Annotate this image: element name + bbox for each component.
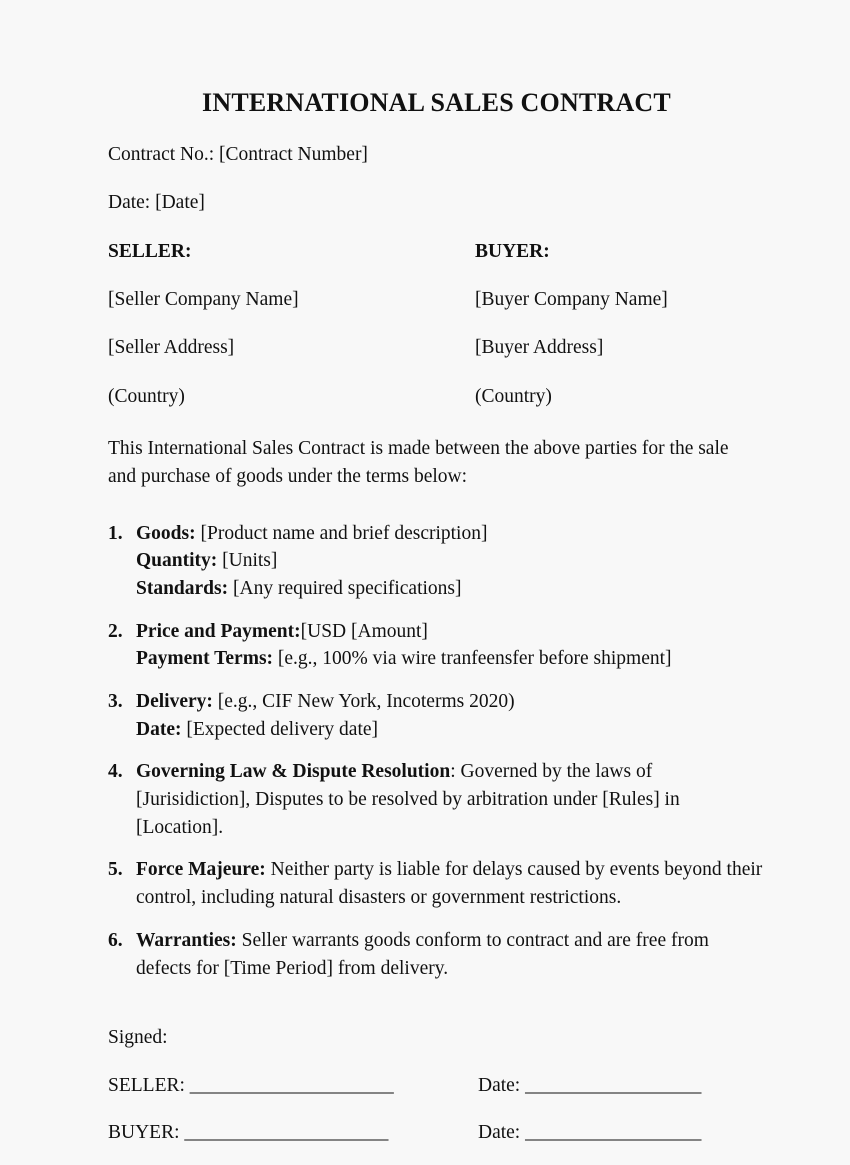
clause-item [108,912,765,982]
buyer-date-rule: ___________________ [525,1122,701,1144]
buyer-heading: BUYER: [475,240,550,262]
clause-text: [Expected delivery date] [181,718,379,740]
signature-block [108,982,765,1144]
seller-date-rule: ___________________ [525,1074,701,1096]
clause-text: [USD [Amount] [300,620,428,642]
clause-item [108,841,765,911]
seller-signature-field[interactable] [108,1074,478,1097]
seller-country: (Country) [108,385,185,407]
seller-address: [Seller Address] [108,337,235,359]
buyer-address: [Buyer Address] [475,337,604,359]
buyer-company-name: [Buyer Company Name] [475,289,668,311]
clause-line [136,859,762,908]
clause-text: [e.g., 100% via wire tranfeensfer before shipment] [273,648,672,670]
clause-item [108,505,765,603]
clause-text: [Any required specifications] [228,577,462,599]
clause-label: Quantity: [136,550,218,572]
buyer-signature-row [108,1097,765,1144]
seller-heading: SELLER: [108,240,192,262]
seller-signature-label: SELLER: [108,1074,190,1096]
clause-text: Neither party is liable for delays caused by events beyond their control, including natural disasters or government restrictions. [136,859,763,909]
clause-label: Governing Law & Dispute Resolution [136,761,451,783]
party-headings-row [108,215,765,263]
intro-paragraph: This International Sales Contract is made between the above parties for the sale and purchase of goods under the terms below: [108,438,729,487]
contract-date-line: Date: [Date] [108,192,205,214]
seller-company-name: [Seller Company Name] [108,289,299,311]
clause-number: 6. [108,929,123,951]
clause-label: Price and Payment: [136,620,301,642]
buyer-date-field[interactable] [478,1121,701,1144]
seller-signature-rule: ______________________ [189,1074,394,1096]
page-title: INTERNATIONAL SALES CONTRACT [202,88,671,117]
clause-text: [e.g., CIF New York, Incoterms 2020) [212,691,515,713]
clause-line [136,716,765,744]
clause-number: 1. [108,522,123,544]
clause-text: [Units] [217,550,278,572]
clause-label: Payment Terms: [136,648,274,670]
clause-text: [Product name and brief description] [195,522,488,544]
clause-label: Date: [136,718,182,740]
clause-number: 2. [108,620,123,642]
clause-line [136,645,765,673]
clause-label: Standards: [136,577,229,599]
party-address-row [108,311,765,359]
clause-line [136,575,765,603]
clause-item [108,743,765,841]
clause-line [136,688,765,716]
clause-number: 3. [108,691,123,713]
clause-label: Force Majeure: [136,859,266,881]
party-country-row [108,360,765,408]
seller-signature-row [108,1050,765,1097]
clause-line [136,761,680,837]
clause-item [108,673,765,743]
buyer-signature-field[interactable] [108,1121,478,1144]
clause-line [136,930,709,979]
buyer-date-label: Date: [478,1122,526,1144]
clause-line [136,547,765,575]
clause-line [136,520,765,548]
seller-date-label: Date: [478,1074,526,1096]
contract-number-line: Contract No.: [Contract Number] [108,143,368,165]
clause-label: Goods: [136,522,196,544]
clause-label: Warranties: [136,929,237,951]
clause-number: 4. [108,761,123,783]
clause-line [136,618,765,646]
contract-body [108,0,765,1144]
seller-date-field[interactable] [478,1074,701,1097]
clause-list [108,491,765,983]
clause-item [108,603,765,673]
buyer-signature-rule: ______________________ [184,1122,388,1144]
clause-text: Seller warrants goods conform to contract and are free from defects for [Time Period] from delivery. [136,929,709,979]
signed-label: Signed: [108,1027,168,1049]
clause-label: Delivery: [136,691,213,713]
clause-number: 5. [108,859,123,881]
buyer-country: (Country) [475,385,552,407]
buyer-signature-label: BUYER: [108,1122,185,1144]
clause-text: : Governed by the laws of [Jurisidiction], Disputes to be resolved by arbitration under [Rules] in [Location]. [136,761,680,838]
party-company-row [108,263,765,311]
